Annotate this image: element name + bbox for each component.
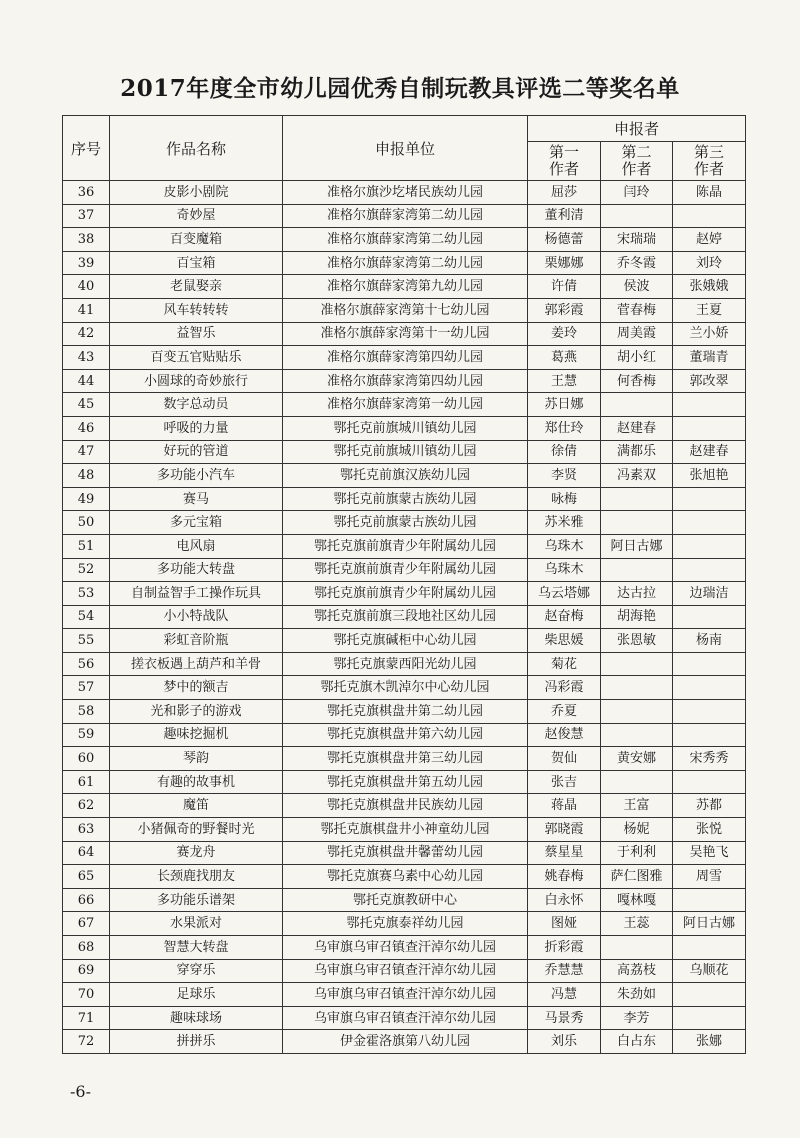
- table-row: [63, 605, 746, 629]
- cell-serial: 64: [63, 841, 110, 865]
- cell-serial: 65: [63, 865, 110, 889]
- cell-first-author: 折彩霞: [528, 936, 601, 960]
- cell-unit: 鄂托克旗棋盘井第五幼儿园: [283, 770, 528, 794]
- cell-second-author: 高荔枝: [601, 959, 673, 983]
- header-first-author-label: 第一作者: [548, 143, 579, 178]
- cell-second-author: [601, 936, 673, 960]
- cell-serial: 40: [63, 275, 110, 299]
- table-row: [63, 534, 746, 558]
- header-second-author-label: 第二作者: [621, 143, 652, 178]
- cell-work-name: 呼吸的力量: [110, 416, 283, 440]
- cell-first-author: 郑仕玲: [528, 416, 601, 440]
- table-row: [63, 747, 746, 771]
- cell-serial: 57: [63, 676, 110, 700]
- cell-unit: 准格尔旗薛家湾第二幼儿园: [283, 251, 528, 275]
- cell-second-author: 白占东: [601, 1030, 673, 1054]
- cell-serial: 47: [63, 440, 110, 464]
- cell-second-author: 张恩敏: [601, 629, 673, 653]
- table-row: [63, 582, 746, 606]
- cell-first-author: 屈莎: [528, 181, 601, 205]
- cell-first-author: 咏梅: [528, 487, 601, 511]
- cell-unit: 鄂托克前旗蒙古族幼儿园: [283, 511, 528, 535]
- cell-work-name: 多功能大转盘: [110, 558, 283, 582]
- cell-third-author: 张悦: [673, 818, 746, 842]
- header-serial: 序号: [63, 116, 110, 181]
- cell-work-name: 百变魔箱: [110, 228, 283, 252]
- cell-third-author: [673, 487, 746, 511]
- cell-first-author: 姚春梅: [528, 865, 601, 889]
- cell-unit: 鄂托克旗棋盘井民族幼儿园: [283, 794, 528, 818]
- cell-unit: 准格尔旗薛家湾第十一幼儿园: [283, 322, 528, 346]
- cell-work-name: 搓衣板遇上葫芦和羊骨: [110, 652, 283, 676]
- cell-first-author: 董利清: [528, 204, 601, 228]
- cell-second-author: [601, 558, 673, 582]
- cell-first-author: 乌珠木: [528, 558, 601, 582]
- cell-first-author: 李贤: [528, 464, 601, 488]
- cell-unit: 鄂托克旗棋盘井第二幼儿园: [283, 700, 528, 724]
- cell-third-author: 王夏: [673, 298, 746, 322]
- table-row: [63, 369, 746, 393]
- table-row: [63, 983, 746, 1007]
- cell-serial: 71: [63, 1006, 110, 1030]
- cell-first-author: 许倩: [528, 275, 601, 299]
- cell-unit: 鄂托克旗前旗三段地社区幼儿园: [283, 605, 528, 629]
- table-row: [63, 865, 746, 889]
- cell-second-author: [601, 511, 673, 535]
- cell-unit: 准格尔旗沙圪堵民族幼儿园: [283, 181, 528, 205]
- cell-first-author: 贺仙: [528, 747, 601, 771]
- cell-third-author: 边瑞洁: [673, 582, 746, 606]
- cell-first-author: 乌珠木: [528, 534, 601, 558]
- cell-work-name: 百变五官贴贴乐: [110, 346, 283, 370]
- cell-work-name: 赛马: [110, 487, 283, 511]
- cell-first-author: 图娅: [528, 912, 601, 936]
- cell-work-name: 小小特战队: [110, 605, 283, 629]
- cell-first-author: 葛燕: [528, 346, 601, 370]
- cell-work-name: 足球乐: [110, 983, 283, 1007]
- cell-second-author: 朱劲如: [601, 983, 673, 1007]
- cell-serial: 49: [63, 487, 110, 511]
- cell-serial: 59: [63, 723, 110, 747]
- cell-unit: 鄂托克旗前旗青少年附属幼儿园: [283, 558, 528, 582]
- cell-work-name: 长颈鹿找朋友: [110, 865, 283, 889]
- cell-second-author: 周美霞: [601, 322, 673, 346]
- cell-second-author: 胡海艳: [601, 605, 673, 629]
- cell-third-author: 吴艳飞: [673, 841, 746, 865]
- header-first-author: [528, 142, 601, 181]
- cell-unit: 鄂托克前旗城川镇幼儿园: [283, 440, 528, 464]
- cell-unit: 鄂托克旗蒙西阳光幼儿园: [283, 652, 528, 676]
- cell-third-author: 赵建春: [673, 440, 746, 464]
- cell-third-author: 郭改翠: [673, 369, 746, 393]
- cell-unit: 鄂托克前旗城川镇幼儿园: [283, 416, 528, 440]
- cell-work-name: 拼拼乐: [110, 1030, 283, 1054]
- cell-serial: 72: [63, 1030, 110, 1054]
- cell-first-author: 乔夏: [528, 700, 601, 724]
- cell-serial: 50: [63, 511, 110, 535]
- cell-first-author: 苏日娜: [528, 393, 601, 417]
- cell-unit: 准格尔旗薛家湾第一幼儿园: [283, 393, 528, 417]
- cell-unit: 乌审旗乌审召镇查汗淖尔幼儿园: [283, 936, 528, 960]
- cell-third-author: [673, 676, 746, 700]
- cell-work-name: 有趣的故事机: [110, 770, 283, 794]
- cell-work-name: 彩虹音阶瓶: [110, 629, 283, 653]
- cell-serial: 51: [63, 534, 110, 558]
- cell-third-author: [673, 888, 746, 912]
- cell-second-author: 菅春梅: [601, 298, 673, 322]
- cell-serial: 66: [63, 888, 110, 912]
- table-row: [63, 228, 746, 252]
- cell-serial: 68: [63, 936, 110, 960]
- cell-unit: 准格尔旗薛家湾第四幼儿园: [283, 346, 528, 370]
- cell-work-name: 梦中的额吉: [110, 676, 283, 700]
- cell-second-author: 萨仁图雅: [601, 865, 673, 889]
- cell-serial: 42: [63, 322, 110, 346]
- cell-work-name: 多元宝箱: [110, 511, 283, 535]
- cell-unit: 鄂托克旗赛乌素中心幼儿园: [283, 865, 528, 889]
- cell-third-author: [673, 1006, 746, 1030]
- cell-serial: 67: [63, 912, 110, 936]
- cell-third-author: 苏都: [673, 794, 746, 818]
- cell-serial: 54: [63, 605, 110, 629]
- cell-unit: 鄂托克前旗汉族幼儿园: [283, 464, 528, 488]
- cell-first-author: 白永怀: [528, 888, 601, 912]
- cell-work-name: 水果派对: [110, 912, 283, 936]
- cell-work-name: 魔笛: [110, 794, 283, 818]
- table-row: [63, 181, 746, 205]
- header-third-author-label: 第三作者: [694, 143, 725, 178]
- cell-work-name: 奇妙屋: [110, 204, 283, 228]
- cell-work-name: 风车转转转: [110, 298, 283, 322]
- cell-unit: 鄂托克旗木凯淖尔中心幼儿园: [283, 676, 528, 700]
- cell-work-name: 皮影小剧院: [110, 181, 283, 205]
- cell-work-name: 赛龙舟: [110, 841, 283, 865]
- table-row: [63, 700, 746, 724]
- cell-unit: 乌审旗乌审召镇查汗淖尔幼儿园: [283, 959, 528, 983]
- cell-second-author: 王富: [601, 794, 673, 818]
- cell-third-author: 杨南: [673, 629, 746, 653]
- cell-serial: 41: [63, 298, 110, 322]
- cell-third-author: [673, 511, 746, 535]
- cell-unit: 鄂托克旗棋盘井第六幼儿园: [283, 723, 528, 747]
- table-row: [63, 676, 746, 700]
- table-row: [63, 464, 746, 488]
- cell-first-author: 柴思媛: [528, 629, 601, 653]
- table-row: [63, 487, 746, 511]
- cell-unit: 伊金霍洛旗第八幼儿园: [283, 1030, 528, 1054]
- cell-serial: 36: [63, 181, 110, 205]
- cell-first-author: 郭晓霞: [528, 818, 601, 842]
- cell-serial: 56: [63, 652, 110, 676]
- cell-work-name: 穿穿乐: [110, 959, 283, 983]
- cell-unit: 准格尔旗薛家湾第十七幼儿园: [283, 298, 528, 322]
- cell-unit: 鄂托克旗前旗青少年附属幼儿园: [283, 534, 528, 558]
- cell-third-author: [673, 652, 746, 676]
- table-row: [63, 888, 746, 912]
- cell-second-author: 乔冬霞: [601, 251, 673, 275]
- cell-unit: 鄂托克旗棋盘井小神童幼儿园: [283, 818, 528, 842]
- cell-serial: 61: [63, 770, 110, 794]
- cell-unit: 鄂托克旗棋盘井第三幼儿园: [283, 747, 528, 771]
- table-row: [63, 841, 746, 865]
- page-title: 2017年度全市幼儿园优秀自制玩教具评选二等奖名单: [120, 75, 680, 102]
- cell-unit: 鄂托克旗棋盘井馨蕾幼儿园: [283, 841, 528, 865]
- cell-second-author: 胡小红: [601, 346, 673, 370]
- cell-first-author: 刘乐: [528, 1030, 601, 1054]
- cell-serial: 69: [63, 959, 110, 983]
- table-row: [63, 558, 746, 582]
- cell-third-author: [673, 393, 746, 417]
- table-row: [63, 1030, 746, 1054]
- cell-second-author: [601, 676, 673, 700]
- cell-serial: 62: [63, 794, 110, 818]
- cell-second-author: 王蕊: [601, 912, 673, 936]
- cell-third-author: 兰小娇: [673, 322, 746, 346]
- table-row: [63, 912, 746, 936]
- cell-work-name: 光和影子的游戏: [110, 700, 283, 724]
- table-row: [63, 770, 746, 794]
- cell-first-author: 乌云塔娜: [528, 582, 601, 606]
- cell-second-author: 冯素双: [601, 464, 673, 488]
- cell-third-author: 张娜: [673, 1030, 746, 1054]
- cell-second-author: 杨妮: [601, 818, 673, 842]
- cell-work-name: 智慧大转盘: [110, 936, 283, 960]
- table-row: [63, 511, 746, 535]
- award-rows: [63, 181, 746, 1054]
- cell-unit: 鄂托克旗教研中心: [283, 888, 528, 912]
- cell-serial: 48: [63, 464, 110, 488]
- cell-first-author: 冯慧: [528, 983, 601, 1007]
- cell-second-author: [601, 700, 673, 724]
- cell-unit: 准格尔旗薛家湾第二幼儿园: [283, 228, 528, 252]
- cell-serial: 53: [63, 582, 110, 606]
- cell-unit: 鄂托克旗泰祥幼儿园: [283, 912, 528, 936]
- table-row: [63, 723, 746, 747]
- cell-work-name: 好玩的管道: [110, 440, 283, 464]
- cell-serial: 39: [63, 251, 110, 275]
- cell-third-author: 张娥娥: [673, 275, 746, 299]
- cell-serial: 70: [63, 983, 110, 1007]
- cell-third-author: [673, 605, 746, 629]
- table-row: [63, 629, 746, 653]
- cell-work-name: 数字总动员: [110, 393, 283, 417]
- cell-third-author: 陈晶: [673, 181, 746, 205]
- cell-serial: 38: [63, 228, 110, 252]
- cell-second-author: 黄安娜: [601, 747, 673, 771]
- header-unit: 申报单位: [283, 116, 528, 181]
- cell-second-author: 满都乐: [601, 440, 673, 464]
- header-applicant: 申报者: [528, 116, 746, 142]
- cell-second-author: [601, 723, 673, 747]
- table-row: [63, 251, 746, 275]
- cell-first-author: 赵奋梅: [528, 605, 601, 629]
- cell-second-author: 于利利: [601, 841, 673, 865]
- cell-third-author: 董瑞青: [673, 346, 746, 370]
- page-number: -6-: [70, 1082, 91, 1101]
- cell-third-author: [673, 936, 746, 960]
- cell-first-author: 赵俊慧: [528, 723, 601, 747]
- cell-serial: 43: [63, 346, 110, 370]
- cell-third-author: 赵婷: [673, 228, 746, 252]
- cell-second-author: 嘎林嘎: [601, 888, 673, 912]
- table-row: [63, 440, 746, 464]
- cell-first-author: 冯彩霞: [528, 676, 601, 700]
- cell-work-name: 趣味球场: [110, 1006, 283, 1030]
- table-row: [63, 794, 746, 818]
- cell-second-author: [601, 770, 673, 794]
- cell-third-author: 刘玲: [673, 251, 746, 275]
- cell-work-name: 电风扇: [110, 534, 283, 558]
- cell-third-author: 宋秀秀: [673, 747, 746, 771]
- cell-third-author: 张旭艳: [673, 464, 746, 488]
- cell-unit: 准格尔旗薛家湾第二幼儿园: [283, 204, 528, 228]
- cell-second-author: [601, 487, 673, 511]
- cell-second-author: 李芳: [601, 1006, 673, 1030]
- cell-work-name: 多功能乐谱架: [110, 888, 283, 912]
- table-row: [63, 652, 746, 676]
- cell-third-author: [673, 983, 746, 1007]
- cell-first-author: 张吉: [528, 770, 601, 794]
- cell-unit: 鄂托克旗前旗青少年附属幼儿园: [283, 582, 528, 606]
- cell-work-name: 益智乐: [110, 322, 283, 346]
- cell-third-author: [673, 558, 746, 582]
- cell-unit: 乌审旗乌审召镇查汗淖尔幼儿园: [283, 983, 528, 1007]
- cell-third-author: [673, 723, 746, 747]
- table-row: [63, 936, 746, 960]
- cell-first-author: 菊花: [528, 652, 601, 676]
- cell-unit: 准格尔旗薛家湾第九幼儿园: [283, 275, 528, 299]
- cell-second-author: [601, 204, 673, 228]
- cell-second-author: 闫玲: [601, 181, 673, 205]
- cell-work-name: 小圆球的奇妙旅行: [110, 369, 283, 393]
- cell-first-author: 栗娜娜: [528, 251, 601, 275]
- cell-third-author: [673, 770, 746, 794]
- cell-serial: 45: [63, 393, 110, 417]
- cell-third-author: 阿日古娜: [673, 912, 746, 936]
- cell-second-author: 赵建春: [601, 416, 673, 440]
- cell-serial: 63: [63, 818, 110, 842]
- cell-third-author: 乌顺花: [673, 959, 746, 983]
- cell-serial: 37: [63, 204, 110, 228]
- cell-second-author: 侯波: [601, 275, 673, 299]
- table-row: [63, 298, 746, 322]
- cell-first-author: 乔慧慧: [528, 959, 601, 983]
- header-third-author: [673, 142, 746, 181]
- cell-second-author: 宋瑞瑞: [601, 228, 673, 252]
- cell-first-author: 马景秀: [528, 1006, 601, 1030]
- cell-unit: 准格尔旗薛家湾第四幼儿园: [283, 369, 528, 393]
- cell-first-author: 王慧: [528, 369, 601, 393]
- cell-third-author: [673, 416, 746, 440]
- cell-work-name: 老鼠娶亲: [110, 275, 283, 299]
- cell-second-author: 达古拉: [601, 582, 673, 606]
- cell-serial: 46: [63, 416, 110, 440]
- cell-second-author: [601, 652, 673, 676]
- table-row: [63, 393, 746, 417]
- cell-work-name: 琴韵: [110, 747, 283, 771]
- cell-unit: 鄂托克前旗蒙古族幼儿园: [283, 487, 528, 511]
- cell-serial: 60: [63, 747, 110, 771]
- cell-first-author: 徐倩: [528, 440, 601, 464]
- cell-work-name: 百宝箱: [110, 251, 283, 275]
- cell-second-author: [601, 393, 673, 417]
- table-row: [63, 346, 746, 370]
- table-row: [63, 1006, 746, 1030]
- table-row: [63, 416, 746, 440]
- cell-first-author: 蒋晶: [528, 794, 601, 818]
- cell-serial: 52: [63, 558, 110, 582]
- cell-third-author: [673, 534, 746, 558]
- cell-work-name: 趣味挖掘机: [110, 723, 283, 747]
- table-row: [63, 275, 746, 299]
- table-row: [63, 959, 746, 983]
- table-row: [63, 204, 746, 228]
- cell-work-name: 小猪佩奇的野餐时光: [110, 818, 283, 842]
- cell-serial: 55: [63, 629, 110, 653]
- cell-serial: 58: [63, 700, 110, 724]
- cell-second-author: 何香梅: [601, 369, 673, 393]
- header-work-name: 作品名称: [110, 116, 283, 181]
- header-second-author: [601, 142, 673, 181]
- cell-first-author: 苏米雅: [528, 511, 601, 535]
- cell-first-author: 姜玲: [528, 322, 601, 346]
- cell-serial: 44: [63, 369, 110, 393]
- cell-first-author: 蔡星星: [528, 841, 601, 865]
- cell-first-author: 郭彩霞: [528, 298, 601, 322]
- cell-unit: 鄂托克旗碱柜中心幼儿园: [283, 629, 528, 653]
- cell-third-author: [673, 700, 746, 724]
- cell-first-author: 杨德蕾: [528, 228, 601, 252]
- cell-third-author: [673, 204, 746, 228]
- cell-third-author: 周雪: [673, 865, 746, 889]
- table-row: [63, 322, 746, 346]
- award-list-table: [62, 115, 746, 1054]
- table-row: [63, 818, 746, 842]
- cell-unit: 乌审旗乌审召镇查汗淖尔幼儿园: [283, 1006, 528, 1030]
- cell-work-name: 自制益智手工操作玩具: [110, 582, 283, 606]
- cell-second-author: 阿日古娜: [601, 534, 673, 558]
- cell-work-name: 多功能小汽车: [110, 464, 283, 488]
